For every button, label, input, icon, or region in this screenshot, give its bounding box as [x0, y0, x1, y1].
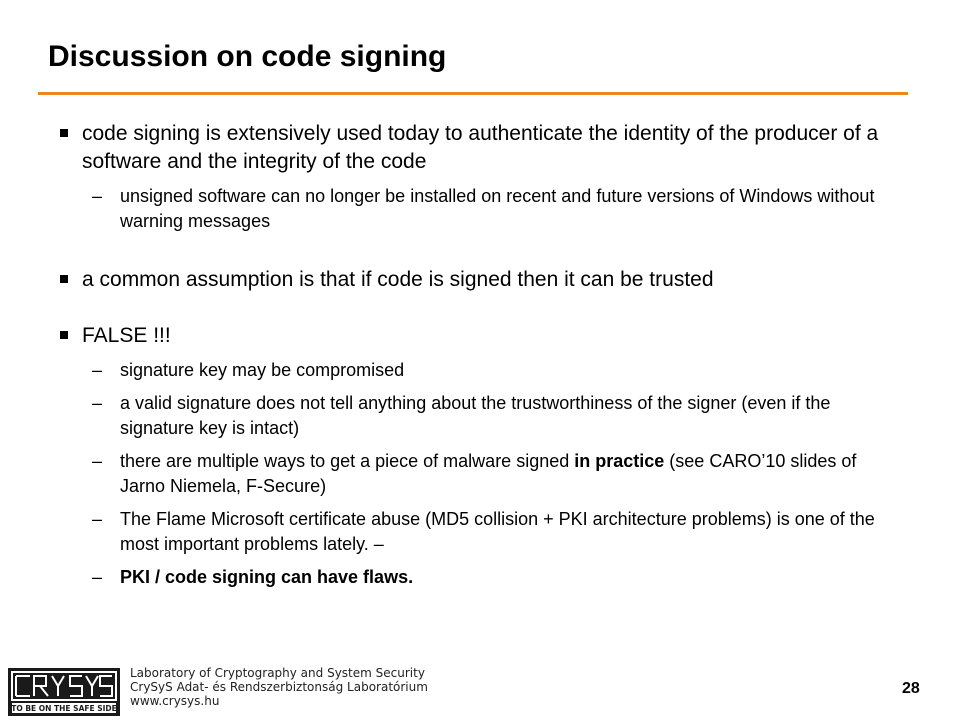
bullet-text: code signing is extensively used today to authenticate the identity of the producer of a software and the integrity of the code [82, 122, 879, 173]
slide-footer [0, 660, 960, 720]
slide-content [56, 120, 906, 598]
sub-bullet-item [56, 565, 906, 590]
logo-tagline: TO BE ON THE SAFE SIDE [11, 704, 117, 713]
dash-bullet-icon: – [92, 509, 103, 529]
bullet-text: a common assumption is that if code is signed then it can be trusted [82, 268, 714, 291]
square-bullet-icon [60, 129, 68, 137]
bullet-item [56, 322, 906, 350]
sub-bullet-text: unsigned software can no longer be installed on recent and future versions of Windows without warning messages [120, 186, 875, 231]
bullet-item [56, 120, 906, 176]
sub-bullet-item [56, 449, 906, 499]
sub-bullet-emphasis: in practice [574, 451, 665, 471]
lab-name-hu: CrySyS Adat- és Rendszerbiztonság Laboratórium [130, 680, 428, 694]
sub-bullet-text: signature key may be compromised [120, 360, 405, 380]
sub-bullet-text: a valid signature does not tell anything about the trustworthiness of the signer (even if the signature key is intact) [120, 393, 831, 438]
dash-bullet-icon: – [92, 451, 103, 471]
slide-title: Discussion on code signing [48, 40, 447, 73]
sub-bullet-item [56, 184, 906, 234]
bullet-item [56, 266, 906, 294]
sub-bullet-text: The Flame Microsoft certificate abuse (MD5 collision + PKI architecture problems) is one of the most important problems lately. – [120, 509, 875, 554]
sub-bullet-item [56, 358, 906, 383]
sub-bullet-item [56, 391, 906, 441]
dash-bullet-icon: – [92, 360, 103, 380]
lab-website: www.crysys.hu [130, 694, 220, 708]
sub-bullet-item [56, 507, 906, 557]
square-bullet-icon [60, 275, 68, 283]
lab-name-en: Laboratory of Cryptography and System Security [130, 666, 425, 680]
page-number: 28 [902, 680, 920, 697]
sub-bullet-text-post: (see CARO’10 slides of Jarno Niemela, F-Secure) [120, 451, 857, 496]
square-bullet-icon [60, 331, 68, 339]
title-divider [38, 92, 908, 95]
lab-info [130, 666, 428, 708]
crysys-logo [8, 668, 120, 716]
dash-bullet-icon: – [92, 186, 103, 206]
sub-bullet-text-pre: there are multiple ways to get a piece of malware signed [120, 451, 575, 471]
bullet-text: FALSE !!! [82, 324, 171, 347]
dash-bullet-icon: – [92, 393, 103, 413]
sub-bullet-bold-text: PKI / code signing can have flaws. [120, 567, 414, 587]
dash-bullet-icon: – [92, 567, 103, 587]
